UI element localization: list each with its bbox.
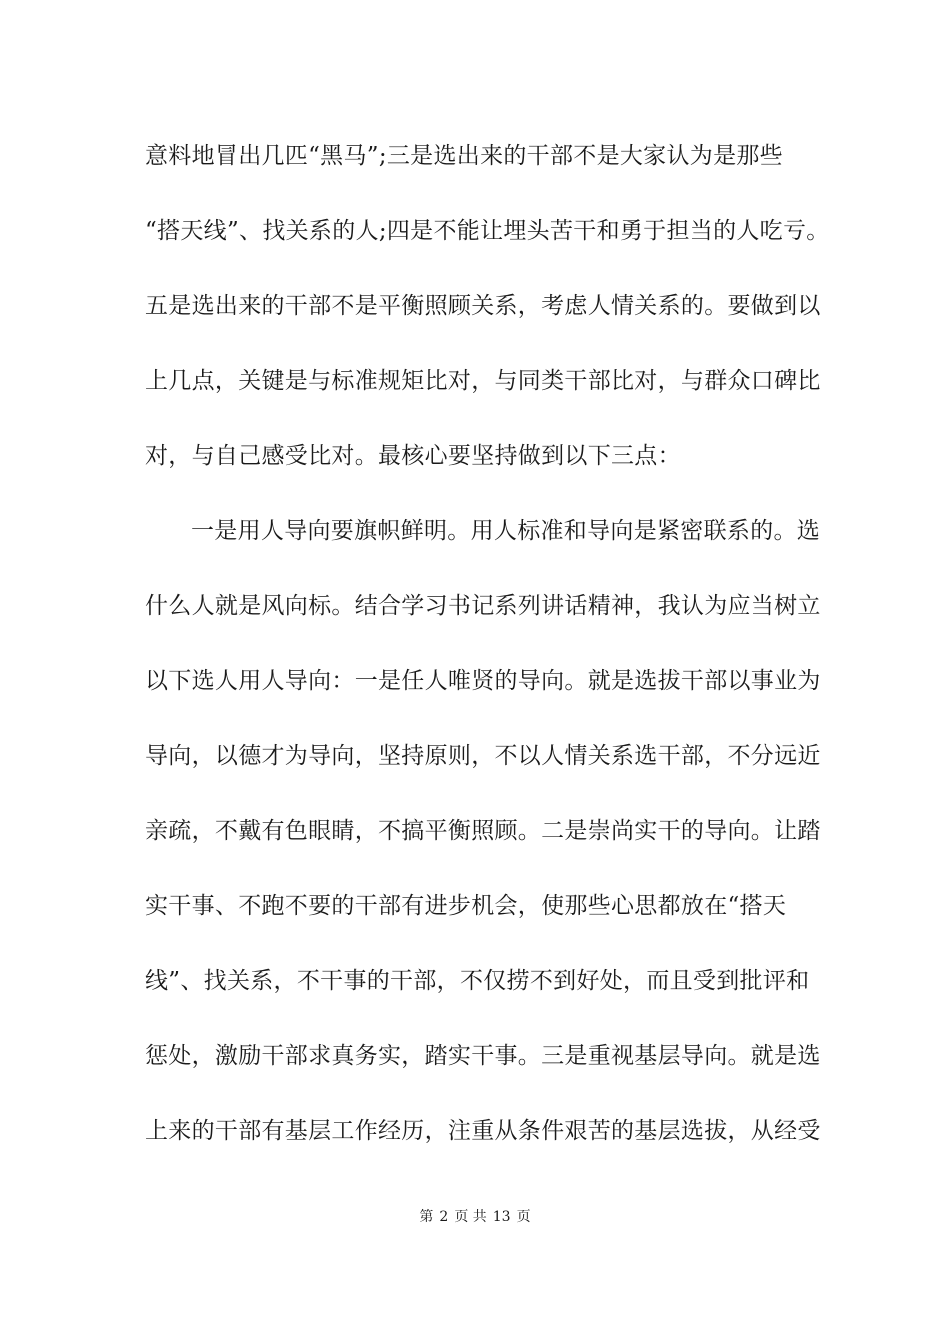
footer-suffix: 页 [516, 1209, 531, 1225]
body-text-line: 上来的干部有基层工作经历，注重从条件艰苦的基层选拔，从经受 [145, 1118, 821, 1144]
footer-page-number: 2 [439, 1209, 449, 1225]
body-text-line: 意料地冒出几匹“黑马”;三是选出来的干部不是大家认为是那些 [145, 143, 783, 169]
body-text-line: 实干事、不跑不要的干部有进步机会，使那些心思都放在“搭天 [145, 893, 787, 919]
footer-total-pages: 13 [492, 1209, 511, 1225]
page-footer [0, 1208, 950, 1226]
body-text-line: 五是选出来的干部不是平衡照顾关系，考虑人情关系的。要做到以 [145, 293, 821, 319]
body-text-line: 对，与自己感受比对。最核心要坚持做到以下三点： [145, 443, 681, 469]
body-text-line: 以下选人用人导向：一是任人唯贤的导向。就是选拔干部以事业为 [145, 668, 821, 694]
body-text-line: “搭天线”、找关系的人;四是不能让埋头苦干和勇于担当的人吃亏。 [145, 218, 830, 244]
body-text-line: 惩处，激励干部求真务实，踏实干事。三是重视基层导向。就是选 [145, 1043, 821, 1069]
body-text-line: 上几点，关键是与标准规矩比对，与同类干部比对，与群众口碑比 [145, 368, 821, 394]
footer-mid: 页 共 [454, 1209, 487, 1225]
body-text-line: 导向，以德才为导向，坚持原则，不以人情关系选干部，不分远近 [145, 743, 821, 769]
footer-prefix: 第 [419, 1209, 434, 1225]
body-text-line: 线”、找关系，不干事的干部，不仅捞不到好处，而且受到批评和 [145, 968, 810, 994]
body-text-line: 亲疏，不戴有色眼睛，不搞平衡照顾。二是崇尚实干的导向。让踏 [145, 818, 821, 844]
body-text-line: 什么人就是风向标。结合学习书记系列讲话精神，我认为应当树立 [145, 593, 821, 619]
paragraph-first-line: 一是用人导向要旗帜鲜明。用人标准和导向是紧密联系的。选 [191, 518, 821, 544]
